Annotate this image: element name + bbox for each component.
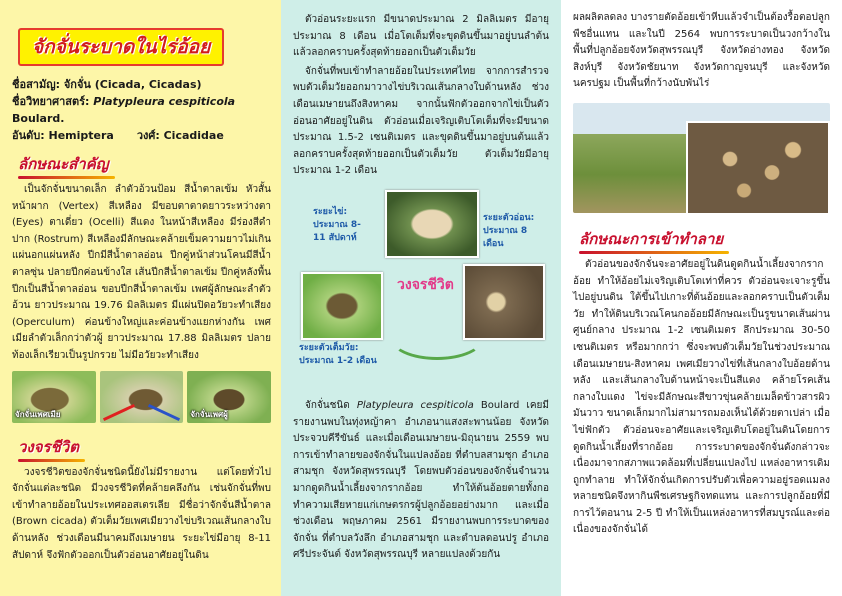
sci-author: Boulard. xyxy=(12,112,65,125)
family-value: Cicadidae xyxy=(163,129,224,142)
lifecycle-title: วงจรชีวิต xyxy=(397,276,454,293)
egg-photo xyxy=(385,190,479,258)
outbreak-pre: จักจั่นชนิด xyxy=(305,399,350,411)
nymph-stage-duration: ประมาณ 8 เดือน xyxy=(483,225,528,249)
spread-text: ผลผลิตลดลง บางรายตัดอ้อยเข้าหีบแล้วจำเป็นต้องรื้อตอปลูกพืชอื่นแทน และในปี 2564 พบการระบาดเป็นวงกว้างในพื้นที่ปลูกอ้อยจังหวัดสุพรรณบุรี จังหวัดอ่างทอง จังหวัดสิงห์บุรี จังหวัดชัยนาท จังหวัดกาญจนบุรี และจังหวัดนครปฐม เป็นพื้นที่กว้างนับพันไร่ xyxy=(573,12,830,90)
damage-text: ตัวอ่อนของจักจั่นจะอาศัยอยู่ในดินดูดกินน้ำเลี้ยงจากรากอ้อย ทำให้อ้อยไม่เจริญเติบโตเท่าที่ควร ตัวอ่อนจะเจาะรูขึ้นไปอยู่บนดิน ใต้ขึ้นไปเกาะที่ต้นอ้อยและลอกคราบเป็นตัวเต็มวัย ทำให้ดินบริเวณโคนกออ้อยมีลักษณะเป็นรูขนาดเส้นผ่านศูนย์กลาง ประมาณ 1-2 เซนติเมตร ลึกประมาณ 30-50 เซนติเมตร หรือมากกว่า ซึ่งจะพบตัวเต็มวัยในช่วงประมาณเดือนเมษายน-สิงหาคม เพศเมียวางไข่ที่เส้นกลางใบอ้อยด้านหลัง และเส้นกลางใบด้านหน้าจะเป็นสีแดง คล้ายโรคเส้นกลางใบแดง ไข่จะมีลักษณะสีขาวขุ่นคล้ายเมล็ดข้าวสารผิวมันวาว ขนาดเล็กมากไม่สามารถมองเห็นได้ด้วยตาเปล่า เมื่อไข่ฟักตัว ตัวอ่อนจะอาศัยและเจริญเติบโตอยู่ในดินโดยการดูดกินน้ำเลี้ยงที่รากอ้อย การระบาดของจักจั่นดังกล่าวจะเนื่องมาจากสภาพแวดล้อมที่เปลี่ยนแปลงไป แหล่งอาหารเดิมถูกทำลาย ทำให้จักจั่นเกิดการปรับตัวเพื่อความอยู่รอดแมลงหลายชนิดจึงหากินพืชเศรษฐกิจทดแทน และการปลูกอ้อยที่มีการไว้ตอนาน 2-5 ปี ทำให้เป็นแหล่งอาหารที่สมบูรณ์และต่อเนื่องของจักจั่นได้ xyxy=(573,258,830,536)
thailand-text: จักจั่นที่พบเข้าทำลายอ้อยในประเทศไทย จากการสำรวจพบตัวเต็มวัยออกมาวางไข่บริเวณเส้นกลางใบด้านหลัง ช่วงเดือนเมษายนถึงสิงหาคม จากนั้นฟักตัวออกจากไข่เป็นตัวอ่อนอาศัยอยู่ในดิน ตัวอ่อนเมื่อเจริญเติบโตเต็มที่จะมีขนาดประมาณ 1.5-2 เซนติเมตร และขุดดินขึ้นมาอยู่บนต้นแล้วลอกคราบครั้งสุดท้ายออกเป็นตัวเต็มวัย ตัวเต็มวัยมีอายุประมาณ 1-2 เดือน xyxy=(293,65,549,177)
panel-middle xyxy=(281,0,561,596)
panel-right xyxy=(561,0,842,596)
photo-male-cicada xyxy=(187,371,271,423)
common-name-row xyxy=(12,76,271,93)
cicada-photo-strip xyxy=(12,371,271,423)
order-family-row xyxy=(12,127,271,144)
sci-name-row xyxy=(12,93,271,127)
family-label: วงศ์: xyxy=(136,129,160,142)
egg-stage-duration: ประมาณ 8-11 สัปดาห์ xyxy=(313,219,361,243)
adult-photo xyxy=(301,272,383,340)
photo-female-label: จักจั่นเพศเมีย xyxy=(15,409,61,419)
egg-stage-title: ระยะไข่: xyxy=(313,206,348,217)
adult-stage-duration: ประมาณ 1-2 เดือน xyxy=(299,355,377,366)
nymph-stage-title: ระยะตัวอ่อน: xyxy=(483,212,535,223)
common-name-label: ชื่อสามัญ: xyxy=(12,78,60,91)
photo-female-cicada xyxy=(12,371,96,423)
photo-male-label: จักจั่นเพศผู้ xyxy=(190,409,228,419)
sugarcane-field-photo xyxy=(573,103,830,213)
sci-name-label: ชื่อวิทยาศาสตร์: xyxy=(12,95,90,108)
adult-stage-title: ระยะตัวเต็มวัย: xyxy=(299,342,359,353)
title-banner xyxy=(18,28,224,66)
taxonomy-block xyxy=(12,76,271,144)
lifecycle-text: วงจรชีวิตของจักจั่นชนิดนี้ยังไม่มีรายงาน แต่โดยทั่วไปจักจั่นแต่ละชนิด มีวงจรชีวิตที่คล้ายคลึงกัน เช่นจักจั่นที่พบเข้าทำลายอ้อยในประเทศออสเตรเลีย มีชื่อว่าจักจั่นสีน้ำตาล (Brown cicada) ตัวเต็มวัยเพศเมียวางไข่บริเวณเส้นกลางใบด้านหลัง ช่วงเดือนมีนาคมถึงเมษายน ระยะไข่มีอายุ 8-11 สัปดาห์ จึงฟักตัวออกเป็นตัวอ่อนอาศัยอยู่ในดิน xyxy=(12,466,271,561)
nymph-stage-label xyxy=(483,212,549,251)
order-value: Hemiptera xyxy=(48,129,114,142)
panel-left xyxy=(0,0,281,596)
sci-name-value: Platypleura cespiticola xyxy=(93,95,236,108)
outbreak-sci-name: Platypleura cespiticola xyxy=(356,399,474,411)
red-arrow-icon xyxy=(103,403,135,420)
cycle-arrow-icon xyxy=(389,314,485,360)
photo-cicada-closeup xyxy=(100,371,184,423)
characteristics-text: เป็นจักจั่นขนาดเล็ก ลำตัวอ้วนป้อม สีน้ำตาลเข้ม หัวสั้น หน้าผาก (Vertex) สีเหลือง มีขอบตาตาดยาวระหว่างตา (Eyes) ตาเดี่ยว (Ocelli) สีแดง ในหน้าสีเหลือง มีร่องสีดำ ปาก (Rostrum) สีเหลืองมีลักษณะคล้ายเข็มความยาวไม่เกินแผ่นอกแผ่นหลัง ปีกมีสีน้ำตาลอ่อน ปีกคู่หน้าส่วนโคนมีสีน้ำตาลซุ่น ปลายปีกค่อนข้างใส เส้นปีกสีน้ำตาลเข้ม ปีกคู่หลังพื้นปีกเป็นสีน้ำตาลอ่อน ขอบปีกสีน้ำตาลเข้ม เพศผู้ลักษณะลำตัวอ้วน ยาวประมาณ 19.76 มิลลิเมตร มีแผ่นปิดอวัยวะทำเสียง (Operculum) ค่อนข้างใหญ่และค่อนข้างแยกห่างกัน เพศเมียลำตัวเล็กกว่าตัวผู้ ยาวประมาณ 17.88 มิลลิเมตร ปลายท้องเล็กเรียวเป็นรูปกรวย ไม่มีอวัยวะทำเสียง xyxy=(12,184,271,361)
outbreak-post: Boulard เคยมีรายงานพบในทุ่งหญ้าคา อำเภอนาแสงสะพานน้อย จังหวัดประจวบคีรีขันธ์ และเมื่อเดือนเมษายน-มิถุนายน 2559 พบการเข้าทำลายของจักจั่นในแปลงอ้อย ที่ตำบลสามชุก อำเภอสามชุก จังหวัดสุพรรณบุรี โดยพบตัวอ่อนของจักจั่นจำนวนมากดูดกินน้ำเลี้ยงจากรากอ้อย ทำให้ต้นอ้อยตายทั้งกอ ทำความเสียหายแก่เกษตรกรผู้ปลูกอ้อยอย่างมาก และเมื่อช่วงเดือน พฤษภาคม 2561 มีรายงานพบการระบาดของจักจั่น ที่ตำบลวังลึก อำเภอสามชุก และตำบลดอนปรู อำเภอศรีประจันต์ จังหวัดสุพรรณบุรี หลายแปลงด้วยกัน xyxy=(293,399,549,561)
blue-arrow-icon xyxy=(148,403,180,420)
order-label: อันดับ: xyxy=(12,129,45,142)
nymph-text: ตัวอ่อนระยะแรก มีขนาดประมาณ 2 มิลลิเมตร มีอายุประมาณ 8 เดือน เมื่อโตเต็มที่จะขุดดินขึ้นมาอยู่บนลำต้นแล้วลอกคราบครั้งสุดท้ายออกเป็นตัวเต็มวัย xyxy=(293,14,549,59)
soil-nymphs-photo xyxy=(686,121,830,215)
section-heading-lifecycle: วงจรชีวิต xyxy=(18,435,79,459)
section-heading-characteristics: ลักษณะสำคัญ xyxy=(18,152,109,176)
page-title: จักจั่นระบาดในไร่อ้อย xyxy=(32,36,211,58)
egg-stage-label xyxy=(313,206,373,245)
adult-stage-label xyxy=(299,342,377,368)
lifecycle-diagram xyxy=(293,184,549,394)
common-name-value: จักจั่น (Cicada, Cicadas) xyxy=(63,78,202,91)
section-heading-damage: ลักษณะการเข้าทำลาย xyxy=(579,227,723,251)
thailand-outbreak-text xyxy=(293,398,549,564)
